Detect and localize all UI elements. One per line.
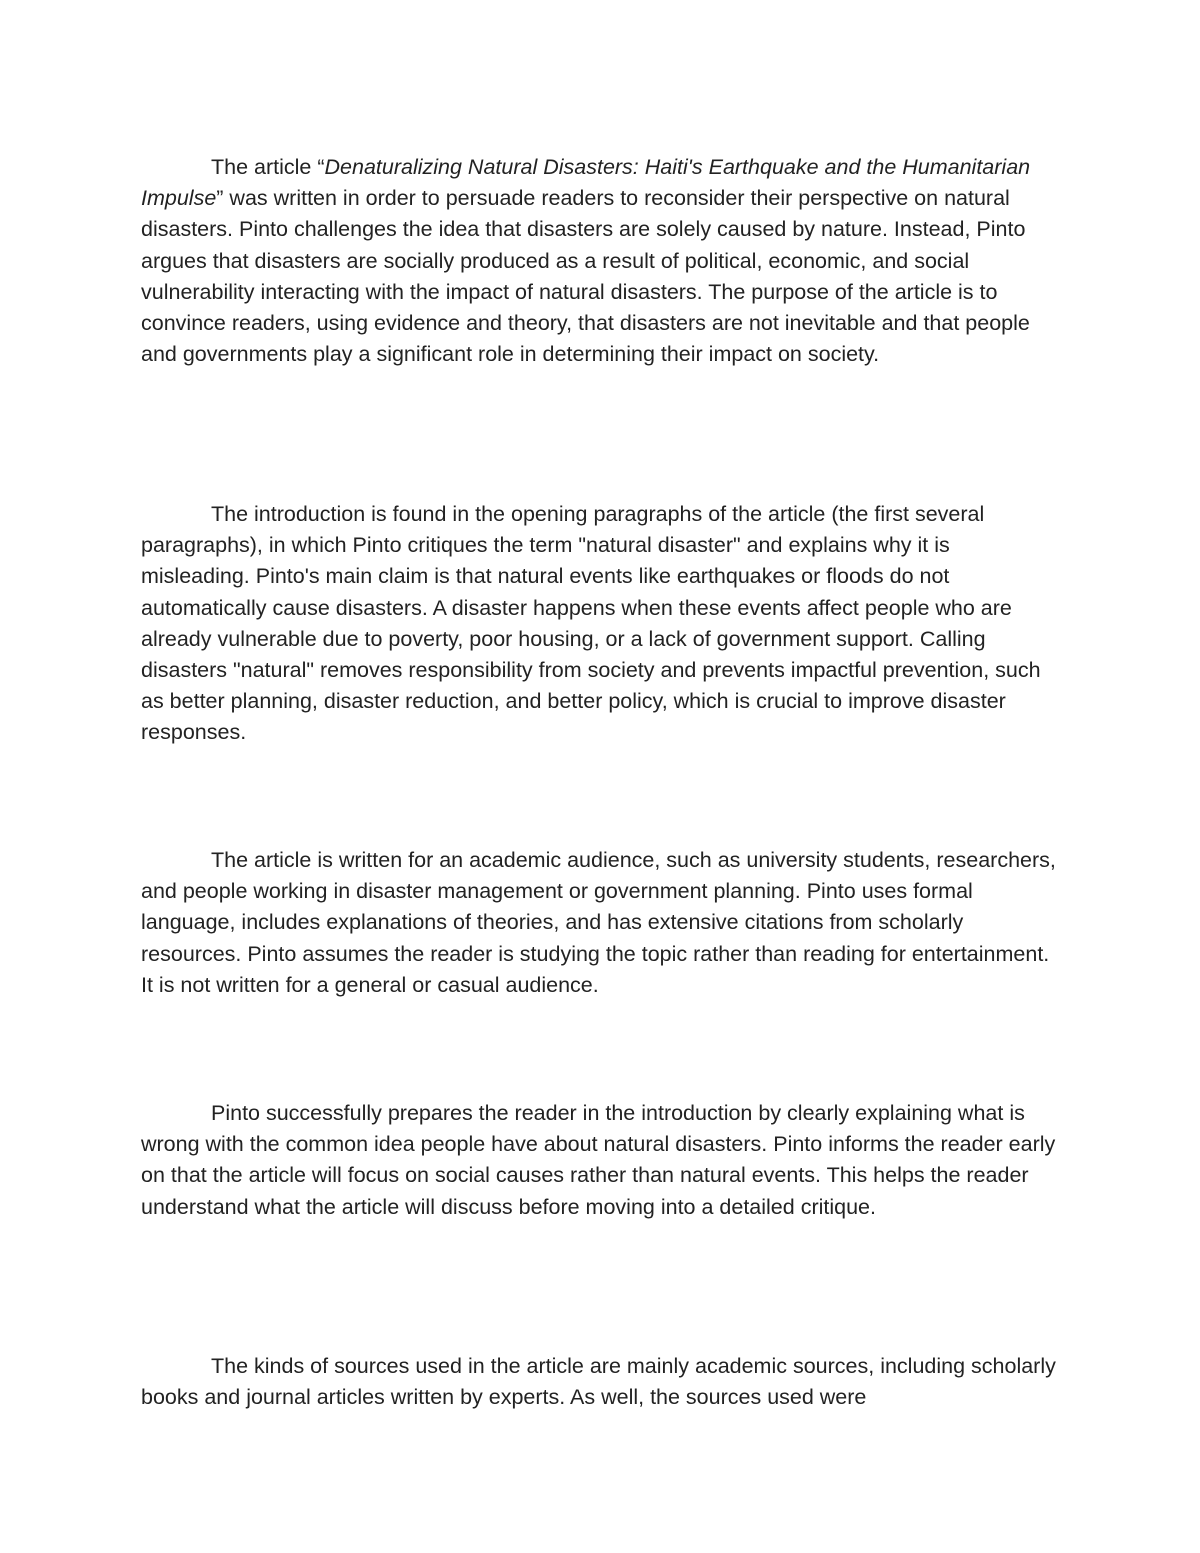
paragraph-purpose: [141, 152, 1061, 370]
paragraph-introduction: The introduction is found in the opening paragraphs of the article (the first several paragraphs), in which Pinto critiques the term "natural disaster" and explains why it is misleading. Pinto's main claim is that natural events like earthquakes or floods do not automatically cause disasters. A disaster happens when these events affect people who are already vulnerable due to poverty, poor housing, or a lack of government support. Calling disasters "natural" removes responsibility from society and prevents impactful prevention, such as better planning, disaster reduction, and better policy, which is crucial to improve disaster responses.: [141, 502, 1041, 745]
paragraph-lead-text: The article “: [211, 155, 325, 179]
article-title: Denaturalizing Natural Disasters: Haiti's Earthquake and the Humanitarian Impulse: [141, 155, 1031, 211]
paragraph-sources: The kinds of sources used in the article are mainly academic sources, including scholarly books and journal articles written by experts. As well, the sources used were: [141, 1354, 1056, 1410]
paragraph-preparation: Pinto successfully prepares the reader in the introduction by clearly explaining what is wrong with the common idea people have about natural disasters. Pinto informs the reader early on that the article will focus on social causes rather than natural events. This helps the reader understand what the article will discuss before moving into a detailed critique.: [141, 1101, 1056, 1219]
paragraph-audience: The article is written for an academic audience, such as university students, researchers, and people working in disaster management or government planning. Pinto uses formal language, includes explanations of theories, and has extensive citations from scholarly resources. Pinto assumes the reader is studying the topic rather than reading for entertainment. It is not written for a general or casual audience.: [141, 848, 1056, 997]
paragraph-body-text: ” was written in order to persuade readers to reconsider their perspective on natural disasters. Pinto challenges the idea that disasters are solely caused by nature. Instead, Pinto argues that disasters are socially produced as a result of political, economic, and social vulnerability interacting with the impact of natural disasters. The purpose of the article is to convince readers, using evidence and theory, that disasters are not inevitable and that people and governments play a significant role in determining their impact on society.: [141, 186, 1030, 367]
